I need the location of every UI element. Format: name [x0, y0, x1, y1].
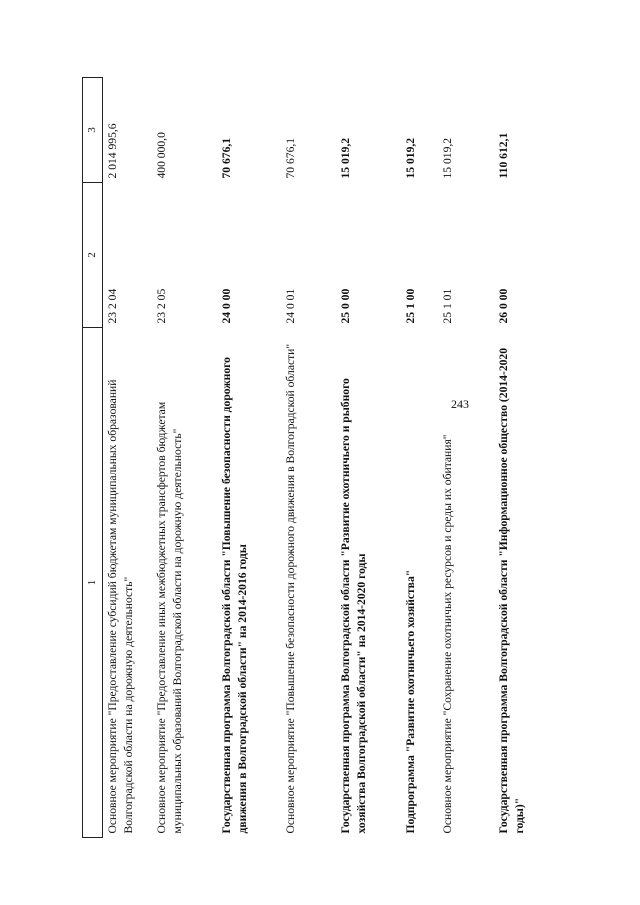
page-number: 243 [451, 397, 469, 411]
header-col-2: 2 [83, 183, 103, 328]
row-code: 26 0 00 [497, 288, 510, 324]
row-name: Государственная программа Волгоградской области "Информационное общество (2014-2020 годы)" [497, 347, 526, 834]
row-amount: 15 019,2 [441, 137, 454, 179]
row-name: Основное мероприятие "Повышение безопасности дорожного движения в Волгоградской области" [284, 343, 297, 834]
table-row [217, 78, 281, 838]
budget-table [82, 77, 536, 838]
row-amount: 15 019,2 [404, 137, 417, 179]
table-row [281, 78, 336, 838]
row-code: 23 2 04 [106, 288, 119, 324]
row-amount: 110 612,1 [497, 132, 510, 179]
row-name: Основное мероприятие "Предоставление иных межбюджетных трансфертов бюджетам муниципальных образований Волгоградской области на дорожную деятельность" [155, 401, 184, 834]
row-amount: 400 000,0 [155, 132, 168, 179]
table-row [152, 78, 217, 838]
row-amount: 70 676,1 [284, 137, 297, 179]
header-col-3: 3 [83, 78, 103, 183]
row-amount: 2 014 995,6 [106, 123, 119, 179]
row-code: 25 0 00 [339, 288, 352, 324]
row-amount: 70 676,1 [220, 137, 233, 179]
table-row [494, 78, 536, 838]
row-name: Подпрограмма "Развитие охотничьего хозяйства" [404, 569, 417, 834]
row-amount: 15 019,2 [339, 137, 352, 179]
table-row [438, 78, 494, 838]
row-name: Основное мероприятие "Сохранение охотничьих ресурсов и среды их обитания" [441, 434, 454, 834]
row-code: 24 0 00 [220, 288, 233, 324]
table-header-row [83, 78, 103, 838]
header-col-1: 1 [83, 328, 103, 838]
table-row [336, 78, 401, 838]
row-name: Основное мероприятие "Предоставление субсидий бюджетам муниципальных образований Волгоградской области на дорожную деятельность" [106, 379, 135, 834]
row-code: 23 2 05 [155, 288, 168, 324]
row-name: Государственная программа Волгоградской области "Повышение безопасности дорожного движения в Волгоградской области" на 2014-2016 годы [220, 357, 249, 834]
row-code: 24 0 01 [284, 288, 297, 324]
table-row [401, 78, 438, 838]
row-code: 25 1 00 [404, 288, 417, 324]
rotated-content [82, 78, 530, 838]
row-name: Государственная программа Волгоградской области "Развитие охотничьего и рыбного хозяйства Волгоградской области" на 2014-2020 годы [339, 378, 368, 834]
row-code: 25 1 01 [441, 288, 454, 324]
table-row [103, 78, 153, 838]
